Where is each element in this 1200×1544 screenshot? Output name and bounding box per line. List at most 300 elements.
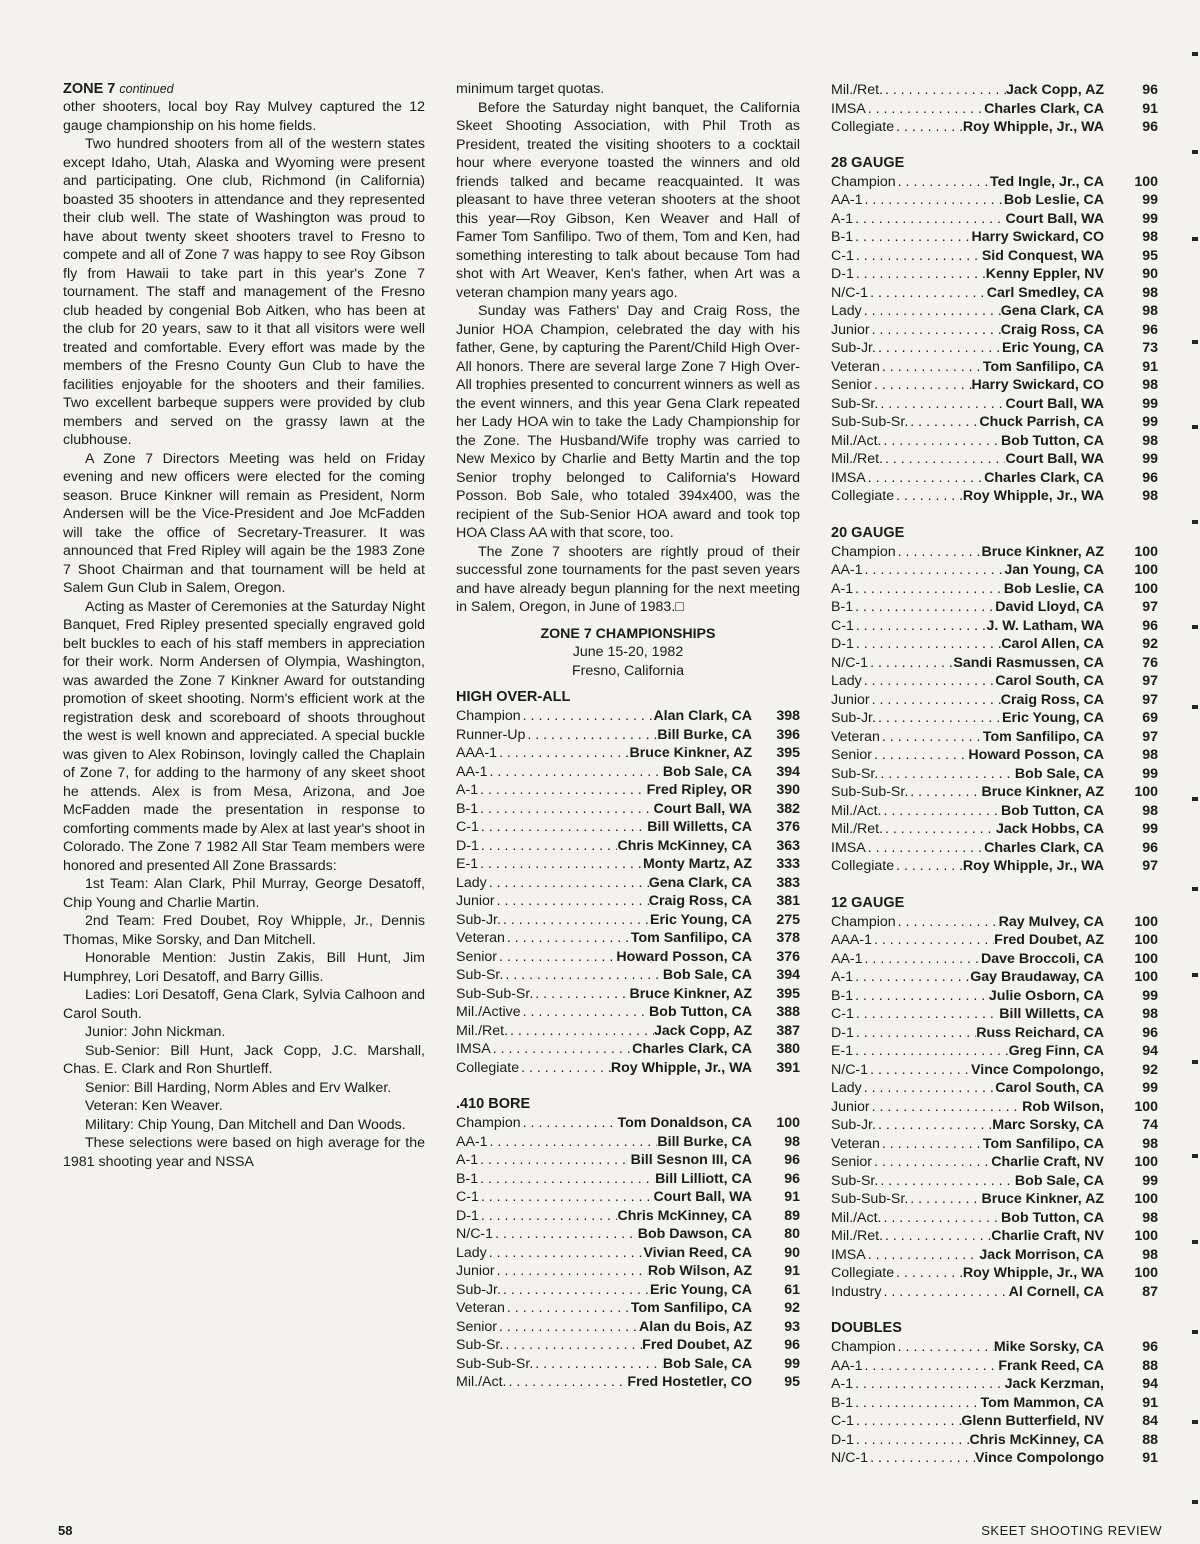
- class-label: Lady: [831, 1080, 862, 1096]
- result-row: [831, 709, 1158, 728]
- paragraph: Senior: Bill Harding, Norm Ables and Erv Walker.: [85, 1079, 392, 1096]
- score: 388: [776, 1004, 800, 1020]
- dot-leader: [881, 1283, 1008, 1302]
- class-label: Sub-Sr.: [456, 1337, 504, 1353]
- scan-edge-mark: [1192, 340, 1198, 344]
- class-label: Sub-Jr.: [831, 1117, 876, 1133]
- dot-leader: [533, 1355, 663, 1374]
- result-row: [831, 950, 1158, 969]
- 410-bore-results-continued: [831, 81, 1158, 137]
- 20-gauge-results: [831, 524, 1158, 876]
- class-label: Champion: [831, 1339, 896, 1355]
- dot-leader: [883, 820, 996, 839]
- class-label: A-1: [831, 210, 854, 227]
- dot-leader: [908, 783, 981, 802]
- winner-name: Chuck Parrish, CA: [979, 414, 1104, 430]
- winner-name: Tom Sanfilipo, CA: [982, 728, 1104, 745]
- class-label: D-1: [456, 837, 479, 854]
- dot-leader: [896, 173, 990, 192]
- winner-name: David Lloyd, CA: [995, 599, 1104, 615]
- score: 387: [776, 1022, 800, 1039]
- championships-header: [456, 625, 800, 681]
- class-label: E-1: [831, 1043, 854, 1059]
- dot-leader: [854, 1431, 970, 1450]
- result-row: [831, 691, 1158, 710]
- winner-name: Greg Finn, CA: [1008, 1043, 1104, 1059]
- score: 100: [1134, 580, 1158, 597]
- result-row: [831, 1042, 1158, 1061]
- class-label: Mil./Ret.: [831, 451, 884, 467]
- result-row: [456, 707, 800, 726]
- result-row: [456, 1003, 800, 1022]
- championships-location: Fresno, California: [572, 662, 684, 679]
- winner-name: Charlie Craft, NV: [991, 1228, 1104, 1244]
- winner-name: Jack Copp, AZ: [1005, 82, 1104, 98]
- scan-edge-mark: [1192, 150, 1198, 154]
- class-label: Veteran: [831, 728, 880, 745]
- result-row: [831, 376, 1158, 395]
- winner-name: Mike Sorsky, CA: [993, 1339, 1104, 1355]
- winner-name: Harry Swickard, CO: [971, 377, 1104, 393]
- dot-leader: [478, 855, 643, 874]
- dot-leader: [493, 1225, 638, 1244]
- winner-name: Howard Posson, CA: [616, 948, 752, 965]
- class-label: A-1: [456, 782, 479, 798]
- winner-name: Tom Donaldson, CA: [617, 1115, 752, 1131]
- scan-edge-mark: [1192, 52, 1198, 56]
- result-row: [831, 561, 1158, 580]
- class-label: Mil./Ret.: [831, 1228, 884, 1244]
- score: 98: [1142, 747, 1158, 763]
- winner-name: Chris McKinney, CA: [617, 1207, 752, 1224]
- class-label: N/C-1: [831, 1061, 869, 1078]
- dot-leader: [866, 1246, 980, 1265]
- score: 396: [776, 726, 800, 743]
- class-label: Sub-Jr.: [456, 911, 501, 928]
- class-label: Sub-Sr.: [456, 967, 504, 983]
- winner-name: Rob Wilson,: [1022, 1098, 1104, 1115]
- score: 98: [1142, 284, 1158, 301]
- class-label: IMSA: [456, 1041, 491, 1057]
- result-row: [831, 1246, 1158, 1265]
- score: 92: [1142, 1061, 1158, 1078]
- class-label: Sub-Jr.: [831, 340, 876, 356]
- dot-leader: [853, 580, 1004, 599]
- result-row: [831, 598, 1158, 617]
- score: 98: [1142, 432, 1158, 449]
- winner-name: Bob Leslie, CA: [1003, 192, 1104, 208]
- class-label: Mil./Ret.: [831, 82, 884, 98]
- dot-leader: [853, 228, 971, 247]
- result-row: [831, 1024, 1158, 1043]
- class-label: Sub-Sub-Sr.: [831, 784, 909, 800]
- dot-leader: [854, 265, 986, 284]
- class-label: Lady: [456, 1244, 487, 1261]
- winner-name: Bill Burke, CA: [657, 726, 752, 743]
- score: 74: [1142, 1117, 1158, 1133]
- result-row: [456, 1059, 800, 1078]
- dot-leader: [854, 617, 987, 636]
- article-body-2: [456, 80, 800, 617]
- result-row: [831, 1190, 1158, 1209]
- class-label: AA-1: [456, 1133, 488, 1150]
- dot-leader: [868, 654, 953, 673]
- winner-name: Bob Sale, CA: [662, 1355, 752, 1372]
- winner-name: Bill Willetts, CA: [999, 1006, 1104, 1022]
- paragraph: other shooters, local boy Ray Mulvey captured the 12 gauge championship on his home fields.: [63, 99, 425, 134]
- results-section-title: HIGH OVER-ALL: [456, 689, 571, 705]
- winner-name: Roy Whipple, Jr., WA: [962, 119, 1104, 135]
- score: 100: [1134, 1228, 1158, 1244]
- winner-name: Tom Sanfilipo, CA: [982, 358, 1104, 375]
- score: 69: [1142, 710, 1158, 726]
- dot-leader: [488, 763, 663, 782]
- class-label: AA-1: [831, 192, 863, 208]
- class-label: A-1: [831, 1376, 854, 1392]
- score: 100: [1134, 1098, 1158, 1115]
- score: 97: [1142, 858, 1158, 874]
- winner-name: Fred Hostetler, CO: [627, 1374, 752, 1390]
- score: 96: [1142, 839, 1158, 856]
- scan-edge-mark: [1192, 1330, 1198, 1334]
- dot-leader: [505, 1299, 631, 1318]
- paragraph: Military: Chip Young, Dan Mitchell and Dan Woods.: [85, 1116, 406, 1133]
- class-label: C-1: [456, 819, 479, 835]
- class-label: Mil./Act.: [831, 432, 882, 449]
- result-row: [456, 800, 800, 819]
- dot-leader: [863, 191, 1004, 210]
- dot-leader: [863, 1357, 999, 1376]
- scan-edge-mark: [1192, 973, 1198, 977]
- winner-name: Court Ball, WA: [1005, 451, 1104, 467]
- paragraph: Before the Saturday night banquet, the California Skeet Shooting Association, with Phil Troth as President, treated the visiting shooters to a cocktail hour where everyone toasted the winners and old friends talked and became reacquainted. It was pleasant to have three veteran shooters at the shoot this year—Roy Gibson, Ken Weaver and Hall of Famer Tom Sanfilipo. Two of them, Tom and Ken, had something interesting to talk about because Tom had shot with Art Weaver, Ken's father, when Art was a veteran champion many years ago.: [456, 99, 800, 301]
- score: 100: [1134, 173, 1158, 190]
- class-label: N/C-1: [456, 1226, 494, 1242]
- dot-leader: [853, 987, 989, 1006]
- winner-name: Jack Hobbs, CA: [995, 821, 1104, 837]
- score: 88: [1142, 1357, 1158, 1374]
- result-row: [831, 247, 1158, 266]
- score: 100: [1134, 543, 1158, 560]
- result-row: [831, 339, 1158, 358]
- score: 84: [1142, 1413, 1158, 1429]
- class-label: B-1: [456, 1170, 479, 1187]
- dot-leader: [495, 1262, 648, 1281]
- score: 95: [784, 1374, 800, 1390]
- winner-name: Court Ball, WA: [1005, 395, 1104, 412]
- results-section-title: 20 GAUGE: [831, 524, 905, 541]
- result-row: [831, 580, 1158, 599]
- dot-leader: [854, 1412, 961, 1431]
- winner-name: Charles Clark, CA: [984, 839, 1104, 856]
- winner-name: Fred Doubet, AZ: [994, 932, 1104, 948]
- class-label: AAA-1: [456, 745, 498, 761]
- winner-name: Bob Sale, CA: [662, 967, 752, 983]
- result-row: [456, 985, 800, 1004]
- class-label: Mil./Ret.: [831, 821, 884, 837]
- winner-name: Fred Doubet, AZ: [642, 1337, 752, 1353]
- result-row: [831, 395, 1158, 414]
- result-row: [456, 818, 800, 837]
- class-label: AA-1: [831, 1357, 863, 1374]
- dot-leader: [868, 1449, 975, 1468]
- score: 89: [784, 1207, 800, 1224]
- winner-name: Gena Clark, CA: [648, 874, 752, 891]
- paragraph: Veteran: Ken Weaver.: [85, 1098, 223, 1114]
- winner-name: Bob Sale, CA: [1014, 1172, 1104, 1189]
- winner-name: Marc Sorsky, CA: [992, 1117, 1104, 1133]
- score: 390: [776, 782, 800, 798]
- score: 275: [776, 911, 800, 928]
- class-label: Senior: [831, 747, 873, 763]
- class-label: Sub-Sub-Sr.: [831, 1191, 909, 1207]
- class-label: Junior: [456, 1263, 495, 1279]
- score: 91: [784, 1189, 800, 1205]
- class-label: Veteran: [831, 1135, 880, 1152]
- paragraph: A Zone 7 Directors Meeting was held on Friday evening and new officers were elected for the coming season. Bruce Kinkner will remain as President, Norm Andersen will be the Vice-President and Joe McFadden will take the office of Secretary-Treasurer. It was announced that Fred Ripley will again be the 1983 Zone 7 Shoot Chairman and that tournament will be held at Salem Gun Club in Salem, Oregon.: [63, 450, 425, 596]
- class-label: Mil./Act.: [831, 1209, 882, 1226]
- score: 91: [1142, 1450, 1158, 1466]
- result-row: [831, 81, 1158, 100]
- 410-bore-results: [456, 1095, 800, 1392]
- dot-leader: [521, 1003, 649, 1022]
- dot-leader: [872, 746, 968, 765]
- class-label: Collegiate: [831, 858, 895, 874]
- score: 99: [1142, 451, 1158, 467]
- score: 380: [776, 1041, 800, 1057]
- dot-leader: [908, 413, 979, 432]
- result-row: [831, 765, 1158, 784]
- winner-name: Chris McKinney, CA: [969, 1431, 1104, 1448]
- paragraph: Junior: John Nickman.: [85, 1024, 226, 1040]
- class-label: C-1: [831, 1006, 854, 1022]
- score: 96: [1142, 321, 1158, 338]
- result-row: [831, 413, 1158, 432]
- high-over-all-results: [456, 688, 800, 1077]
- result-row: [831, 1264, 1158, 1283]
- zone-heading: ZONE 7: [63, 81, 116, 97]
- score: 98: [784, 1133, 800, 1150]
- continued-label: continued: [119, 82, 174, 96]
- class-label: A-1: [456, 1152, 479, 1168]
- result-row: [456, 1040, 800, 1059]
- class-label: B-1: [831, 229, 854, 245]
- result-row: [831, 1357, 1158, 1376]
- result-row: [831, 839, 1158, 858]
- winner-name: Jan Young, CA: [1004, 562, 1104, 578]
- class-label: C-1: [831, 247, 854, 264]
- paragraph: minimum target quotas.: [456, 81, 605, 97]
- score: 91: [1142, 358, 1158, 375]
- result-row: [456, 1281, 800, 1300]
- winner-name: Carol South, CA: [995, 1080, 1104, 1096]
- score: 99: [1142, 395, 1158, 412]
- result-row: [456, 948, 800, 967]
- score: 100: [776, 1115, 800, 1131]
- result-row: [831, 450, 1158, 469]
- result-row: [831, 228, 1158, 247]
- dot-leader: [506, 1373, 627, 1392]
- dot-leader: [854, 1024, 976, 1043]
- result-row: [831, 1153, 1158, 1172]
- score: 382: [776, 800, 800, 817]
- score: 96: [784, 1170, 800, 1187]
- score: 99: [1142, 765, 1158, 782]
- winner-name: Eric Young, CA: [1002, 710, 1104, 726]
- result-row: [831, 672, 1158, 691]
- winner-name: Bob Tutton, CA: [1001, 1209, 1104, 1226]
- result-row: [831, 635, 1158, 654]
- result-row: [831, 728, 1158, 747]
- winner-name: Chris McKinney, CA: [617, 837, 752, 854]
- paragraph: Acting as Master of Ceremonies at the Saturday Night Banquet, Fred Ripley presented specially engraved gold belt buckles to each of his staff members in appreciation for their work. Norm Andersen of Olympia, Washington, was awarded the Zone 7 Kinkner Award for outstanding promotion of skeet shooting. Norm's efficient work at the registration desk and scoreboard of shoots throughout the west is well known and appreciated. A special buckle was given to Alex Robinson, lovingly called the Chaplain of Zone 7, for adding to the harmony of any skeet shoot he attends. Alex is from Mesa, Arizona, and Joe McFadden made the presentation in response to comforting comments made by Alex at last year's shoot in Colorado. The Zone 7 1982 All Star Team members were honored and presented All Zone Brassards:: [63, 598, 425, 874]
- class-label: Lady: [456, 874, 487, 891]
- score: 98: [1142, 1209, 1158, 1226]
- winner-name: Charles Clark, CA: [984, 469, 1104, 486]
- winner-name: Roy Whipple, Jr., WA: [610, 1059, 752, 1076]
- result-row: [456, 1373, 800, 1392]
- result-row: [456, 892, 800, 911]
- score: 100: [1134, 1265, 1158, 1281]
- dot-leader: [853, 1394, 980, 1413]
- dot-leader: [883, 450, 1005, 469]
- dot-leader: [870, 1098, 1023, 1117]
- score: 99: [1142, 192, 1158, 208]
- score: 98: [1142, 488, 1158, 504]
- dot-leader: [862, 1079, 995, 1098]
- result-row: [456, 911, 800, 930]
- result-row: [831, 210, 1158, 229]
- article-body-1: [63, 98, 425, 1171]
- result-row: [831, 321, 1158, 340]
- publication-name: SKEET SHOOTING REVIEW: [981, 1523, 1162, 1538]
- class-label: Senior: [456, 1318, 498, 1335]
- class-label: Senior: [456, 948, 498, 965]
- result-row: [456, 1318, 800, 1337]
- winner-name: Glenn Butterfield, NV: [961, 1413, 1104, 1429]
- result-row: [831, 100, 1158, 119]
- dot-leader: [853, 968, 970, 987]
- class-label: Junior: [831, 321, 870, 338]
- page-number: 58: [58, 1523, 73, 1538]
- winner-name: Fred Ripley, OR: [646, 782, 752, 798]
- score: 98: [1142, 229, 1158, 245]
- class-label: Veteran: [456, 930, 505, 946]
- score: 100: [1134, 1191, 1158, 1207]
- score: 376: [776, 819, 800, 835]
- class-label: AA-1: [456, 763, 488, 780]
- score: 100: [1134, 913, 1158, 930]
- scan-edge-mark: [1192, 1154, 1198, 1158]
- result-row: [456, 1355, 800, 1374]
- result-row: [831, 358, 1158, 377]
- dot-leader: [505, 929, 631, 948]
- result-row: [831, 1209, 1158, 1228]
- result-row: [456, 1299, 800, 1318]
- score: 395: [776, 985, 800, 1002]
- class-label: N/C-1: [831, 1450, 869, 1466]
- class-label: Sub-Jr.: [831, 710, 876, 726]
- dot-leader: [872, 1153, 991, 1172]
- results-section-title: 28 GAUGE: [831, 154, 905, 171]
- dot-leader: [853, 1375, 1005, 1394]
- result-row: [831, 191, 1158, 210]
- class-label: Junior: [456, 893, 495, 909]
- class-label: IMSA: [831, 100, 866, 117]
- score: 98: [1142, 303, 1158, 319]
- score: 90: [1142, 266, 1158, 282]
- dot-leader: [853, 1042, 1009, 1061]
- class-label: C-1: [831, 617, 854, 634]
- class-label: B-1: [456, 800, 479, 817]
- score: 391: [776, 1059, 800, 1076]
- doubles-results: [831, 1319, 1158, 1468]
- results-section-title: 12 GAUGE: [831, 894, 905, 911]
- result-row: [831, 617, 1158, 636]
- dot-leader: [881, 1209, 1001, 1228]
- winner-name: Dave Broccoli, CA: [981, 950, 1104, 967]
- class-label: B-1: [831, 987, 854, 1004]
- winner-name: J. W. Latham, WA: [986, 617, 1104, 634]
- class-label: D-1: [456, 1207, 479, 1224]
- score: 87: [1142, 1283, 1158, 1300]
- dot-leader: [908, 1190, 981, 1209]
- score: 98: [1142, 1135, 1158, 1152]
- scan-edge-mark: [1192, 625, 1198, 629]
- result-row: [831, 432, 1158, 451]
- score: 100: [1134, 950, 1158, 967]
- class-label: Champion: [831, 543, 896, 560]
- article-column-2: [456, 80, 800, 1392]
- dot-leader: [870, 321, 1001, 340]
- score: 383: [776, 874, 800, 891]
- dot-leader: [880, 358, 983, 377]
- winner-name: Eric Young, CA: [1002, 340, 1104, 356]
- dot-leader: [479, 818, 647, 837]
- class-label: Veteran: [456, 1300, 505, 1316]
- score: 394: [776, 763, 800, 780]
- dot-leader: [881, 802, 1001, 821]
- class-label: Sub-Sr.: [831, 765, 879, 782]
- dot-leader: [876, 1116, 992, 1135]
- winner-name: Vince Compolongo: [974, 1450, 1104, 1466]
- dot-leader: [896, 543, 982, 562]
- class-label: D-1: [831, 266, 854, 282]
- paragraph: Honorable Mention: Justin Zakis, Bill Hunt, Jim Humphrey, Lori Desatoff, and Barry Gillis.: [63, 950, 425, 985]
- dot-leader: [533, 985, 629, 1004]
- class-label: B-1: [831, 1394, 854, 1411]
- dot-leader: [866, 100, 984, 119]
- score: 100: [1134, 784, 1158, 800]
- class-label: Industry: [831, 1283, 882, 1300]
- dot-leader: [525, 726, 657, 745]
- scan-edge-mark: [1192, 237, 1198, 241]
- result-row: [831, 654, 1158, 673]
- winner-name: Bob Tutton, CA: [1001, 432, 1104, 449]
- result-row: [831, 1098, 1158, 1117]
- winner-name: Ted Ingle, Jr., CA: [989, 173, 1104, 190]
- winner-name: Bob Tutton, CA: [1001, 802, 1104, 819]
- winner-name: Roy Whipple, Jr., WA: [962, 488, 1104, 504]
- 28-gauge-results: [831, 154, 1158, 506]
- result-row: [831, 1338, 1158, 1357]
- result-row: [456, 1262, 800, 1281]
- score: 381: [776, 893, 800, 909]
- score: 96: [1142, 119, 1158, 135]
- scan-edge-mark: [1192, 887, 1198, 891]
- class-label: AAA-1: [831, 932, 873, 948]
- paragraph: These selections were based on high average for the 1981 shooting year and NSSA: [63, 1135, 425, 1170]
